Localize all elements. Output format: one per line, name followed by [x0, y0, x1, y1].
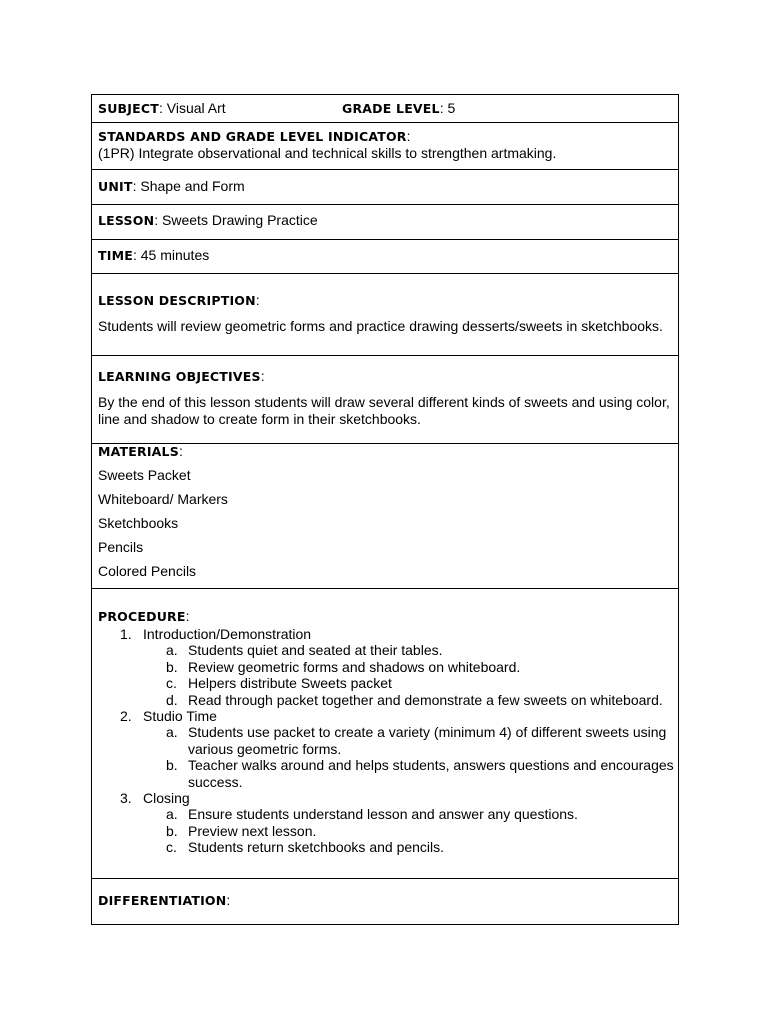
materials-item: Pencils: [98, 539, 144, 555]
substep-text: various geometric forms.: [188, 741, 342, 757]
substep-text: Students use packet to create a variety (minimum 4) of different sweets using: [188, 724, 667, 740]
substep-text: Teacher walks around and helps students, answers questions and encourages: [188, 757, 674, 773]
substep-letter: c.: [166, 675, 177, 691]
materials-row: MATERIALS: Sweets Packet Whiteboard/ Markers Sketchbooks Pencils Colored Pencils: [92, 444, 678, 589]
materials-item: Sketchbooks: [98, 515, 179, 531]
substep-letter: c.: [166, 839, 177, 855]
time-label: TIME: [98, 248, 133, 263]
substep-text: Helpers distribute Sweets packet: [188, 675, 392, 691]
substep-text: Students return sketchbooks and pencils.: [188, 839, 445, 855]
standards-row: STANDARDS AND GRADE LEVEL INDICATOR: (1PR) Integrate observational and technical skills to strengthen artmaking.: [92, 123, 678, 170]
substep-letter: b.: [166, 757, 178, 773]
objectives-row: LEARNING OBJECTIVES: By the end of this lesson students will draw several different kinds of sweets and using color, line and shadow to create form in their sketchbooks.: [92, 356, 678, 444]
subject-row: SUBJECT: Visual Art GRADE LEVEL: 5: [92, 95, 678, 123]
substep-letter: d.: [166, 692, 178, 708]
materials-label: MATERIALS: [98, 444, 179, 459]
step-title: Studio Time: [143, 708, 217, 724]
step-number: 3.: [120, 790, 132, 806]
objectives-label: LEARNING OBJECTIVES: [98, 369, 261, 384]
description-label: LESSON DESCRIPTION: [98, 293, 256, 308]
standards-label: STANDARDS AND GRADE LEVEL INDICATOR: [98, 129, 407, 144]
step-number: 1.: [120, 626, 132, 642]
description-text: Students will review geometric forms and practice drawing desserts/sweets in sketchbooks.: [98, 318, 663, 334]
grade-label: GRADE LEVEL: [342, 101, 440, 116]
substep-letter: b.: [166, 823, 178, 839]
materials-item: Sweets Packet: [98, 467, 191, 483]
description-row: LESSON DESCRIPTION: Students will review geometric forms and practice drawing desserts/sweets in sketchbooks.: [92, 274, 678, 356]
procedure-row: PROCEDURE: 1. Introduction/Demonstration a. Students quiet and seated at their tables. b. Review geometric forms and shadows on whiteboard. c. Helpers distribute Sweets packet d. Read through packet together and demonstrate a few sweets on whiteboard. 2. Studio Time a. Students use packet to create a variety (minimum 4) of different sweets using various geometric forms. b. Teacher walks around and helps students, answers questions and encourages success. 3. Closing a. Ensure students understand lesson and answer any questions. b. Preview next lesson. c. Students return sketchbooks and pencils.: [92, 589, 678, 879]
materials-item: Whiteboard/ Markers: [98, 491, 228, 507]
substep-text: Review geometric forms and shadows on whiteboard.: [188, 659, 521, 675]
substep-text: Students quiet and seated at their tables.: [188, 642, 443, 658]
lesson-row: LESSON: Sweets Drawing Practice: [92, 205, 678, 240]
lesson-plan-table: [91, 94, 679, 925]
substep-letter: a.: [166, 806, 178, 822]
objectives-line-2: line and shadow to create form in their sketchbooks.: [98, 411, 421, 427]
differentiation-row: DIFFERENTIATION:: [98, 892, 231, 908]
substep-letter: a.: [166, 724, 178, 740]
lesson-value: Sweets Drawing Practice: [162, 212, 318, 228]
unit-label: UNIT: [98, 179, 133, 194]
differentiation-label: DIFFERENTIATION: [98, 893, 227, 908]
substep-text: Preview next lesson.: [188, 823, 317, 839]
unit-value: Shape and Form: [140, 178, 245, 194]
substep-text: Read through packet together and demonstrate a few sweets on whiteboard.: [188, 692, 663, 708]
standards-text: (1PR) Integrate observational and technical skills to strengthen artmaking.: [98, 145, 557, 161]
substep-text: Ensure students understand lesson and answer any questions.: [188, 806, 578, 822]
subject-label: SUBJECT: [98, 101, 159, 116]
objectives-line-1: By the end of this lesson students will draw several different kinds of sweets and using color,: [98, 394, 670, 410]
time-value: 45 minutes: [140, 247, 210, 263]
substep-text: success.: [188, 774, 243, 790]
step-title: Introduction/Demonstration: [143, 626, 312, 642]
unit-row: UNIT: Shape and Form: [92, 170, 678, 205]
grade-value: 5: [447, 100, 456, 116]
materials-item: Colored Pencils: [98, 563, 197, 579]
step-number: 2.: [120, 708, 132, 724]
lesson-label: LESSON: [98, 213, 155, 228]
subject-value: Visual Art: [166, 100, 226, 116]
procedure-label: PROCEDURE: [98, 609, 186, 624]
step-title: Closing: [143, 790, 190, 806]
time-row: TIME: 45 minutes: [92, 240, 678, 274]
substep-letter: a.: [166, 642, 178, 658]
substep-letter: b.: [166, 659, 178, 675]
